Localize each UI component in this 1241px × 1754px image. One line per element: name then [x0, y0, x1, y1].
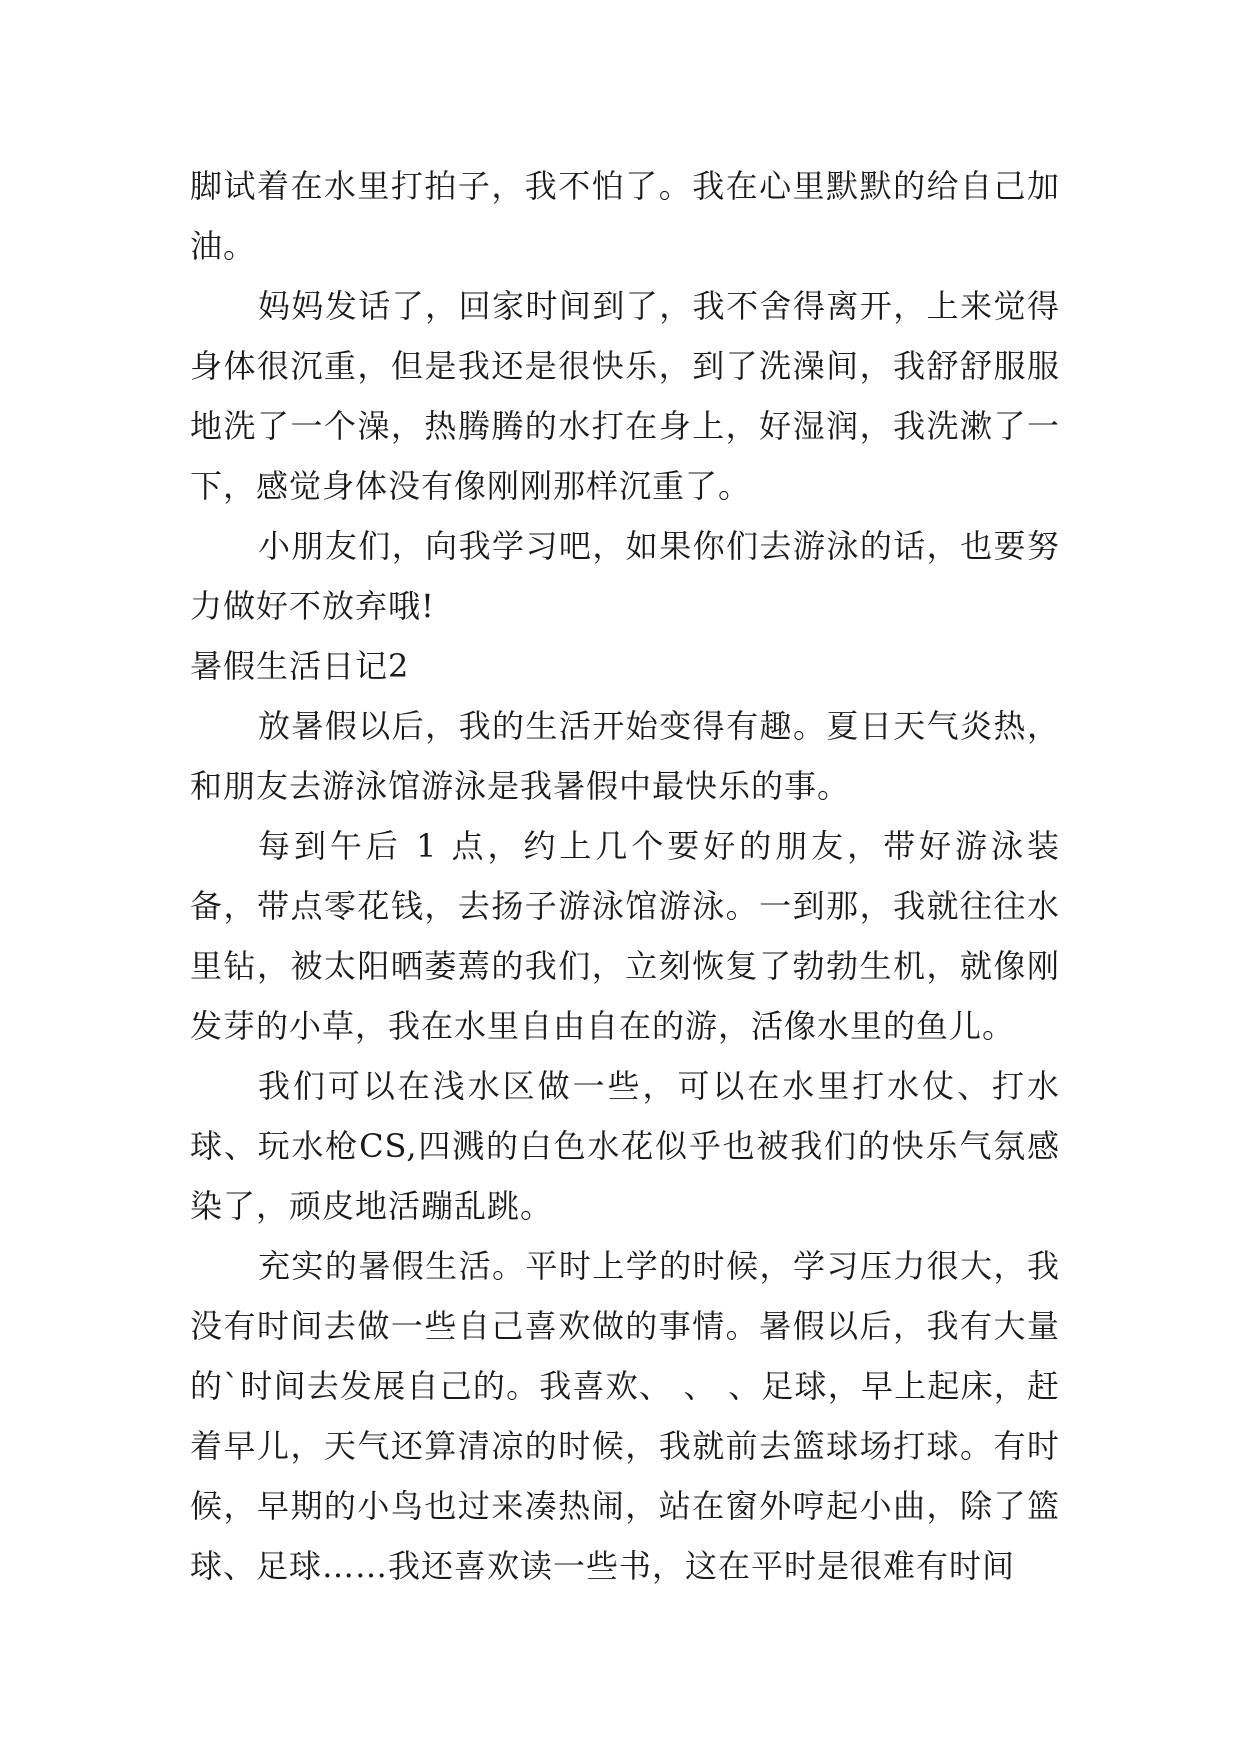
paragraph-4: 放暑假以后，我的生活开始变得有趣。夏日天气炎热，和朋友去游泳馆游泳是我暑假中最快乐的事。	[190, 707, 1060, 805]
paragraph-6: 我们可以在浅水区做一些，可以在水里打水仗、打水球、玩水枪CS,四溅的白色水花似乎也被我们的快乐气氛感染了，顽皮地活蹦乱跳。	[190, 1067, 1060, 1225]
section-heading: 暑假生活日记2	[190, 647, 410, 685]
paragraph-2: 妈妈发话了，回家时间到了，我不舍得离开，上来觉得身体很沉重，但是我还是很快乐，到了洗澡间，我舒舒服服地洗了一个澡，热腾腾的水打在身上，好湿润，我洗漱了一下，感觉身体没有像刚刚那样沉重了。	[190, 287, 1060, 505]
paragraph-7: 充实的暑假生活。平时上学的时候，学习压力很大，我没有时间去做一些自己喜欢做的事情。暑假以后，我有大量的`时间去发展自己的。我喜欢、 、 、足球，早上起床，赶着早儿，天气还算清凉的时候，我就前去篮球场打球。有时候，早期的小鸟也过来凑热闹，站在窗外哼起小曲，除了篮球、足球……我还喜欢读一些书，这在平时是很难有时间	[190, 1247, 1060, 1585]
paragraph-5: 每到午后 1 点，约上几个要好的朋友，带好游泳装备，带点零花钱，去扬子游泳馆游泳。一到那，我就往往水里钻，被太阳晒萎蔫的我们，立刻恢复了勃勃生机，就像刚发芽的小草，我在水里自由自在的游，活像水里的鱼儿。	[190, 827, 1060, 1045]
paragraph-1: 脚试着在水里打拍子，我不怕了。我在心里默默的给自己加油。	[190, 167, 1060, 265]
paragraph-3: 小朋友们，向我学习吧，如果你们去游泳的话，也要努力做好不放弃哦!	[190, 527, 1060, 625]
document-body	[190, 156, 1060, 1596]
